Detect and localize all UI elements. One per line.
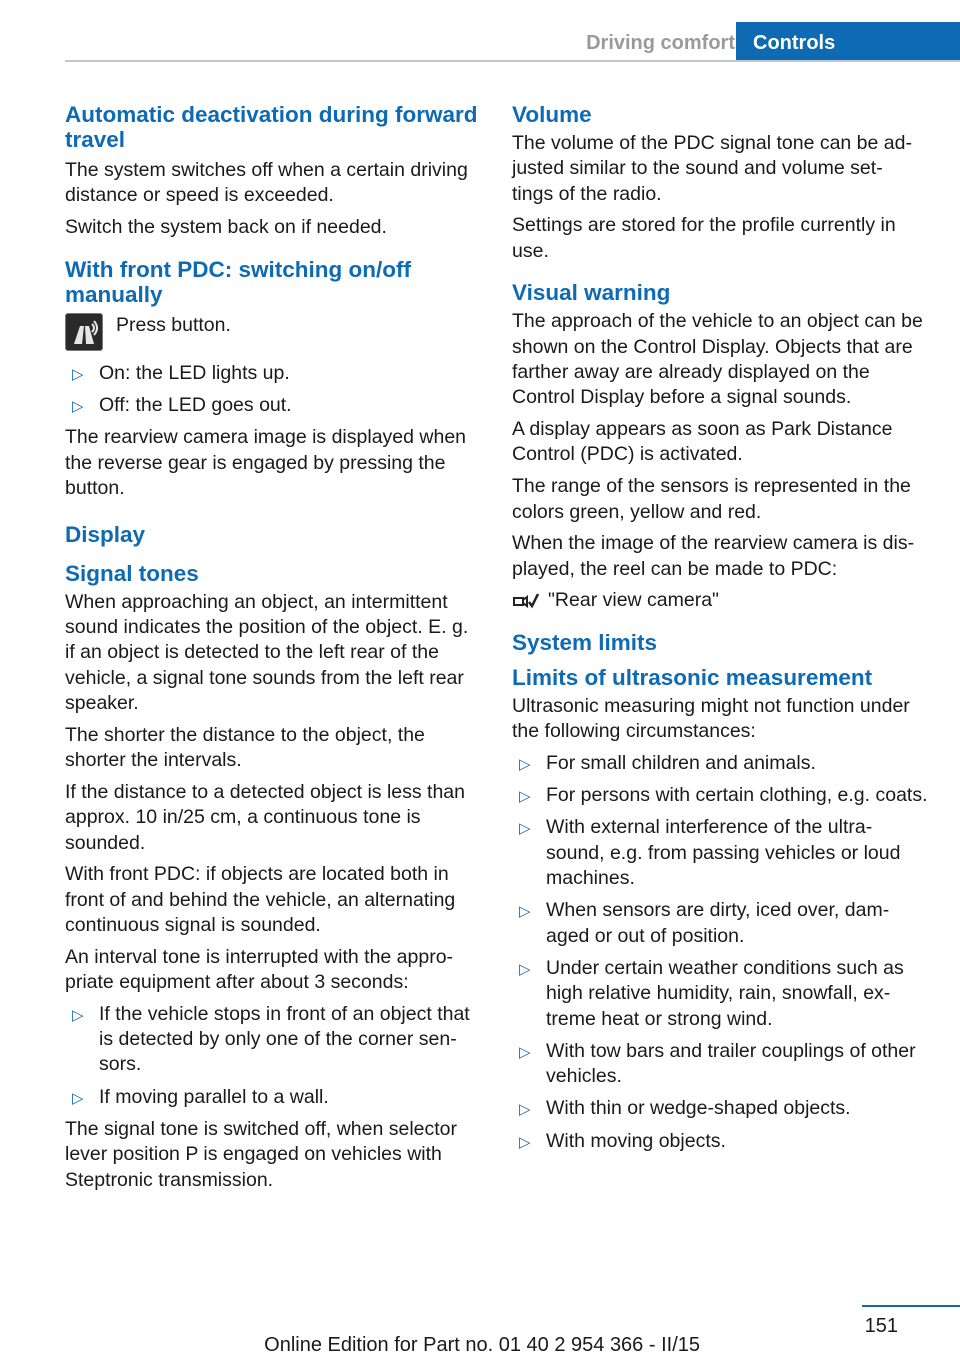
list-item: ▷ If moving parallel to a wall.: [65, 1085, 483, 1110]
triangle-right-icon: ▷: [72, 1089, 84, 1107]
list-item: ▷ With external interference of the ultra‐ sound, e.g. from passing vehicles or loud machines.: [519, 816, 901, 890]
paragraph: The signal tone is switched off, when selector lever position P is engaged on vehicles with Steptronic transmission.: [65, 1118, 458, 1191]
triangle-right-icon: ▷: [519, 903, 531, 921]
triangle-right-icon: ▷: [72, 398, 84, 416]
heading-signal-tones: Signal tones: [65, 560, 199, 586]
list-item: ▷ When sensors are dirty, iced over, dam‐ aged or out of position.: [519, 899, 890, 947]
header-chapter-tab: Controls: [736, 22, 960, 62]
heading-automatic-deactivation: Automatic deactivation during forward travel: [65, 102, 478, 152]
list-item: ▷ If the vehicle stops in front of an object that is detected by only one of the corner sen‐ sors.: [72, 1002, 470, 1076]
list-item: ▷ With tow bars and trailer couplings of other vehicles.: [519, 1039, 916, 1088]
header-section-title: Driving comfort: [586, 32, 735, 54]
page-number: 151: [864, 1315, 898, 1337]
footer-divider: [862, 1305, 960, 1307]
list-item: ▷ Off: the LED goes out.: [65, 393, 483, 418]
paragraph: If the distance to a detected object is less than approx. 10 in/25 cm, a continuous tone is sounded.: [65, 780, 465, 854]
list-item: ▷ Under certain weather conditions such as high relative humidity, rain, snowfall, ex‐ treme heat or strong wind.: [519, 956, 904, 1030]
header-divider: [65, 60, 960, 62]
paragraph: An interval tone is interrupted with the appro‐ priate equipment after about 3 seconds:: [65, 945, 454, 994]
paragraph: The shorter the distance to the object, the shorter the intervals.: [65, 723, 425, 772]
paragraph: The rearview camera image is displayed when the reverse gear is engaged by pressing the button.: [65, 426, 467, 500]
triangle-right-icon: ▷: [72, 365, 84, 383]
paragraph: The approach of the vehicle to an object can be shown on the Control Display. Objects that are farther away are already displayed on the Control Display before a signal sounds.: [512, 310, 923, 409]
rear-view-camera-row: [512, 588, 928, 613]
paragraph: The range of the sensors is represented in the colors green, yellow and red.: [512, 475, 911, 523]
paragraph: When approaching an object, an intermittent sound indicates the position of the object. E. g. if an object is detected to the left rear of the vehicle, a signal tone sounds from the left rear speaker.: [65, 590, 469, 715]
pdc-button-icon: [65, 313, 103, 351]
heading-system-limits: System limits: [512, 629, 658, 655]
right-column: [512, 102, 928, 1161]
heading-volume: Volume: [512, 102, 592, 127]
rear-view-camera-label: "Rear view camera": [548, 589, 719, 612]
paragraph: Ultrasonic measuring might not function under the following circumstances:: [512, 694, 910, 743]
list-item: ▷ On: the LED lights up.: [65, 361, 483, 386]
triangle-right-icon: ▷: [519, 960, 531, 978]
heading-ultrasonic-limits: Limits of ultrasonic measurement: [512, 664, 873, 690]
rear-view-camera-icon: [512, 590, 540, 612]
triangle-right-icon: ▷: [519, 1133, 531, 1151]
press-button-text: Press button.: [116, 313, 231, 336]
paragraph: Settings are stored for the profile currently in use.: [512, 214, 896, 262]
paragraph: The system switches off when a certain driving distance or speed is exceeded.: [65, 159, 468, 207]
triangle-right-icon: ▷: [72, 1006, 84, 1024]
paragraph: Switch the system back on if needed.: [65, 216, 387, 239]
triangle-right-icon: ▷: [519, 1101, 531, 1119]
on-off-list: [65, 361, 483, 419]
triangle-right-icon: ▷: [519, 755, 531, 773]
triangle-right-icon: ▷: [519, 788, 531, 806]
triangle-right-icon: ▷: [519, 1043, 531, 1061]
list-item: ▷ With thin or wedge-shaped objects.: [512, 1096, 928, 1121]
interval-list: [65, 1002, 483, 1110]
paragraph: With front PDC: if objects are located both in front of and behind the vehicle, an alternating continuous signal is sounded.: [65, 863, 456, 936]
paragraph: The volume of the PDC signal tone can be ad‐ justed similar to the sound and volume set‐ tings of the radio.: [512, 132, 912, 205]
list-item: ▷ With moving objects.: [512, 1129, 928, 1154]
heading-display: Display: [65, 521, 146, 547]
left-column: [65, 102, 483, 1199]
list-item: ▷ For persons with certain clothing, e.g. coats.: [512, 783, 928, 808]
limits-list: [512, 751, 928, 1154]
list-item: ▷ For small children and animals.: [512, 751, 928, 776]
press-button-row: [65, 313, 483, 351]
edition-note: Online Edition for Part no. 01 40 2 954 366 - II/15: [264, 1334, 700, 1356]
heading-front-pdc-manual: With front PDC: switching on/off manually: [65, 256, 411, 307]
triangle-right-icon: ▷: [519, 820, 531, 838]
heading-visual-warning: Visual warning: [512, 280, 671, 306]
paragraph: A display appears as soon as Park Distance Control (PDC) is activated.: [512, 418, 893, 466]
paragraph: When the image of the rearview camera is dis‐ played, the reel can be made to PDC:: [512, 532, 915, 580]
